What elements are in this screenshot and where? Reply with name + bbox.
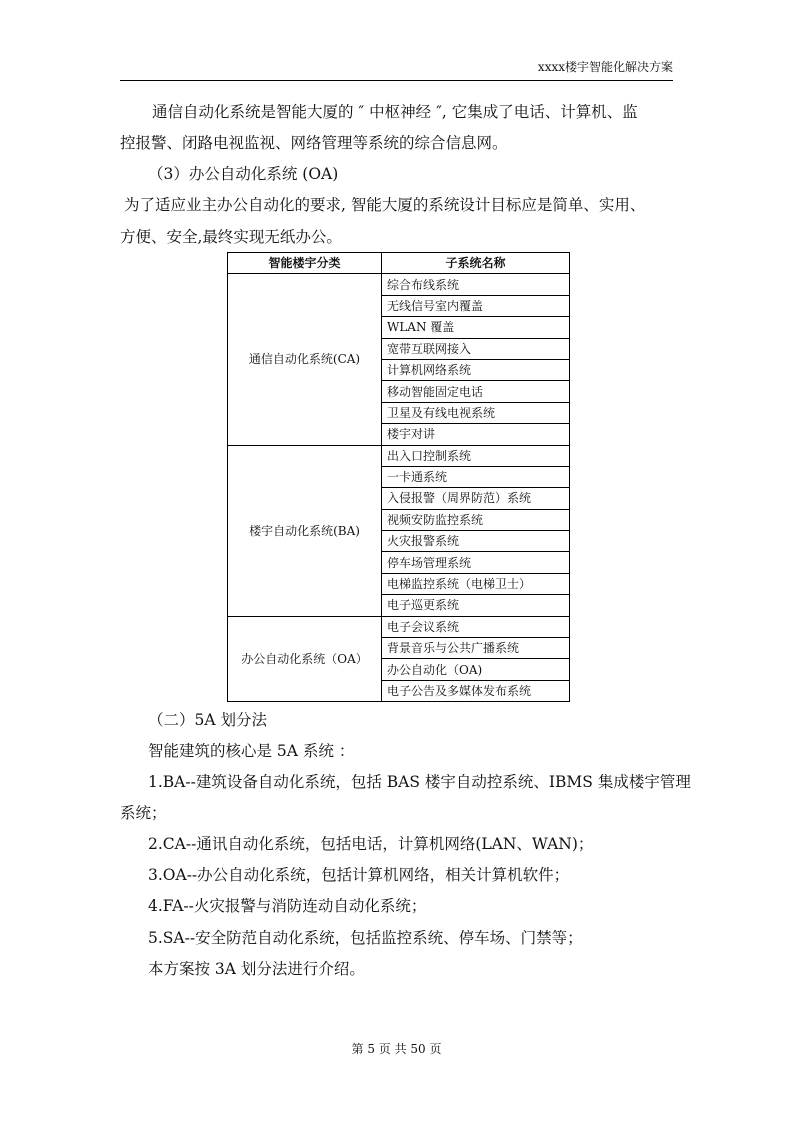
page-footer: 第 5 页 共 50 页 (351, 1042, 442, 1056)
subsystem-cell: 楼宇对讲 (382, 424, 570, 445)
paragraph-line: 方便、安全,最终实现无纸办公。 (120, 228, 342, 246)
section-heading: （二）5A 划分法 (148, 711, 267, 729)
list-item-continued: 系统； (120, 804, 167, 822)
page-header: xxxx楼宇智能化解决方案 (537, 60, 673, 74)
subsystem-cell: 背景音乐与公共广播系统 (382, 638, 570, 659)
header-rule (120, 80, 673, 81)
list-item: 4.FA--火灾报警与消防连动自动化系统； (148, 897, 427, 915)
category-cell: 通信自动化系统(CA) (228, 274, 382, 445)
table-row (228, 445, 570, 466)
paragraph-line: 通信自动化系统是智能大厦的 ″ 中枢神经 ″, 它集成了电话、计算机、监 (152, 103, 638, 121)
table-row (228, 616, 570, 637)
list-item: 2.CA--通讯自动化系统，包括电话，计算机网络(LAN、WAN)； (148, 835, 594, 853)
subsystem-cell: 卫星及有线电视系统 (382, 402, 570, 423)
subsystem-cell: 计算机网络系统 (382, 359, 570, 380)
paragraph-line: 智能建筑的核心是 5A 系统 ： (148, 742, 355, 760)
list-item: 3.OA--办公自动化系统，包括计算机网络，相关计算机软件； (148, 866, 570, 884)
subsystem-cell: WLAN 覆盖 (382, 317, 570, 338)
paragraph-line: 为了适应业主办公自动化的要求, 智能大厦的系统设计目标应是简单、实用、 (124, 196, 646, 214)
subsystem-cell: 停车场管理系统 (382, 552, 570, 573)
subsystem-cell: 宽带互联网接入 (382, 338, 570, 359)
section-heading: （3）办公自动化系统 (OA) (148, 165, 339, 183)
paragraph-line: 控报警、闭路电视监视、网络管理等系统的综合信息网。 (120, 134, 508, 152)
subsystem-cell: 视频安防监控系统 (382, 509, 570, 530)
subsystem-cell: 一卡通系统 (382, 466, 570, 487)
column-header: 智能楼宇分类 (228, 253, 382, 274)
subsystem-cell: 电子巡更系统 (382, 595, 570, 616)
subsystem-cell: 火灾报警系统 (382, 531, 570, 552)
subsystem-cell: 综合布线系统 (382, 274, 570, 295)
subsystem-cell: 办公自动化（OA) (382, 659, 570, 680)
subsystem-cell: 无线信号室内覆盖 (382, 295, 570, 316)
table-row (228, 274, 570, 295)
table-header-row (228, 253, 570, 274)
subsystem-cell: 移动智能固定电话 (382, 381, 570, 402)
category-cell: 办公自动化系统（OA） (228, 616, 382, 702)
subsystem-table (227, 252, 570, 702)
list-item: 1.BA--建筑设备自动化系统，包括 BAS 楼宇自动控系统、IBMS 集成楼宇管理 (148, 773, 691, 791)
column-header: 子系统名称 (382, 253, 570, 274)
list-item: 5.SA--安全防范自动化系统，包括监控系统、停车场、门禁等； (148, 929, 583, 947)
subsystem-cell: 出入口控制系统 (382, 445, 570, 466)
subsystem-cell: 电梯监控系统（电梯卫士） (382, 573, 570, 594)
subsystem-cell: 电子公告及多媒体发布系统 (382, 680, 570, 701)
paragraph-line: 本方案按 3A 划分法进行介绍。 (148, 960, 365, 978)
category-cell: 楼宇自动化系统(BA) (228, 445, 382, 616)
subsystem-cell: 入侵报警（周界防范）系统 (382, 488, 570, 509)
subsystem-cell: 电子会议系统 (382, 616, 570, 637)
